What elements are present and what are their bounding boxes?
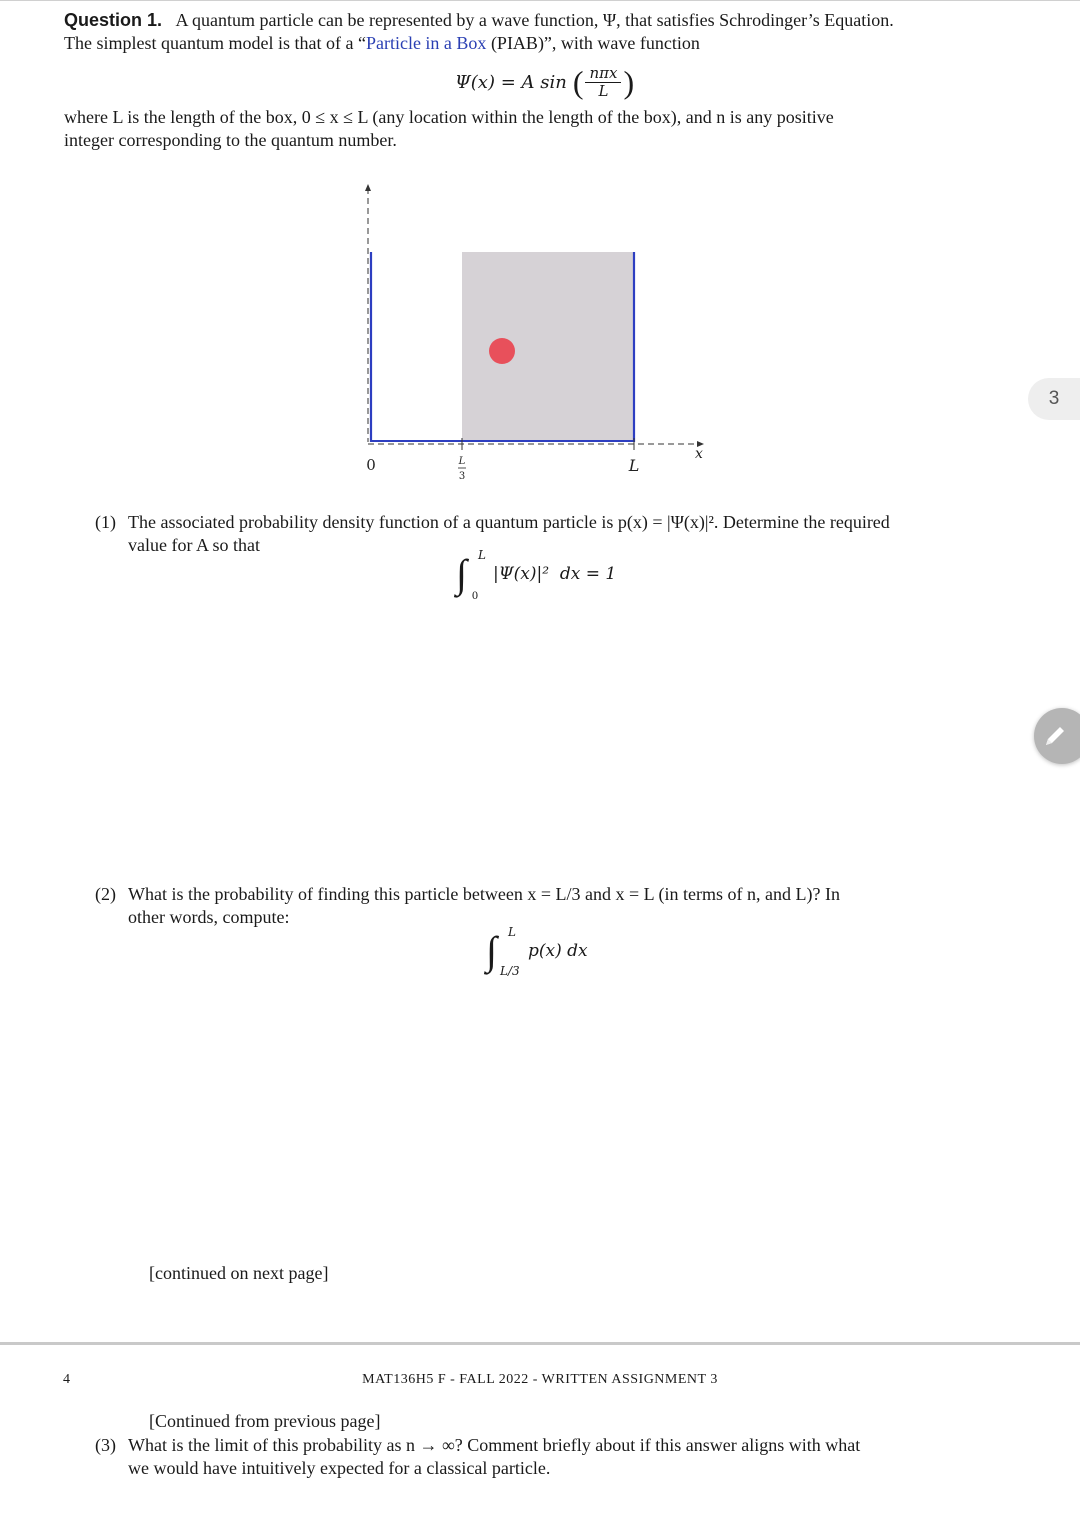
pencil-icon [1042,723,1068,749]
where-line2: integer corresponding to the quantum number. [64,130,397,150]
intro-line2: The simplest quantum model is that of a “Particle in a Box (PIAB)”, with wave function [64,33,700,53]
int2-lower: L/3 [500,964,520,978]
intro-line1: A quantum particle can be represented by a wave function, Ψ, that satisfies Schrodinger’s Equation. [175,10,894,30]
page-number: 4 [63,1372,71,1387]
question-label: Question 1. [64,10,163,30]
int1-lower: 0 [472,588,478,602]
continued-from: [Continued from previous page] [149,1411,381,1431]
box-figure [340,180,730,490]
int1-upper: L [478,548,486,562]
question-intro [64,9,1024,32]
y-axis-arrow [365,184,371,191]
page-indicator[interactable]: 3 [1028,378,1080,420]
edit-button[interactable] [1034,708,1080,764]
third-label-den: 3 [458,471,466,482]
wave-equation: Ψ(x) = A sin ( nπx L ) [455,63,635,100]
origin-label: 0 [366,456,376,474]
integral-sign: ∫ [456,551,467,596]
int2-upper: L [508,925,516,939]
part1-line1: The associated probability density function of a quantum particle is p(x) = |Ψ(x)|². Determine the required [128,512,890,532]
part2-line2: other words, compute: [128,907,290,927]
continued-next: [continued on next page] [149,1263,329,1283]
part3-line2: we would have intuitively expected for a classical particle. [128,1458,551,1478]
part2-line1: What is the probability of finding this particle between x = L/3 and x = L (in terms of n, and L)? In [128,884,840,904]
piab-link[interactable]: Particle in a Box [365,33,487,53]
part3-line1: What is the limit of this probability as n → ∞? Comment briefly about if this answer aligns with what [128,1435,861,1455]
part3-number: (3) [95,1435,116,1455]
third-label-num: L [458,456,466,467]
int1-integrand: |Ψ(x)|² dx = 1 [493,564,617,584]
x-label: x [695,446,703,462]
int2-integrand: p(x) dx [528,941,588,961]
integral-sign-2: ∫ [486,928,497,973]
box-region [462,252,634,442]
part2-integral [486,925,686,981]
L-label: L [628,456,640,475]
top-border [0,0,1080,1]
part2-number: (2) [95,884,116,904]
running-header: MAT136H5 F - FALL 2022 - WRITTEN ASSIGNMENT 3 [362,1372,718,1387]
page-separator [0,1342,1080,1345]
particle [489,338,515,364]
part1-number: (1) [95,512,116,532]
where-line1: where L is the length of the box, 0 ≤ x ≤ L (any location within the length of the box), and n is any positive [64,107,834,127]
part1-line2: value for A so that [128,535,260,555]
wave-fraction: nπx L [585,65,621,100]
part1-integral [456,548,656,604]
